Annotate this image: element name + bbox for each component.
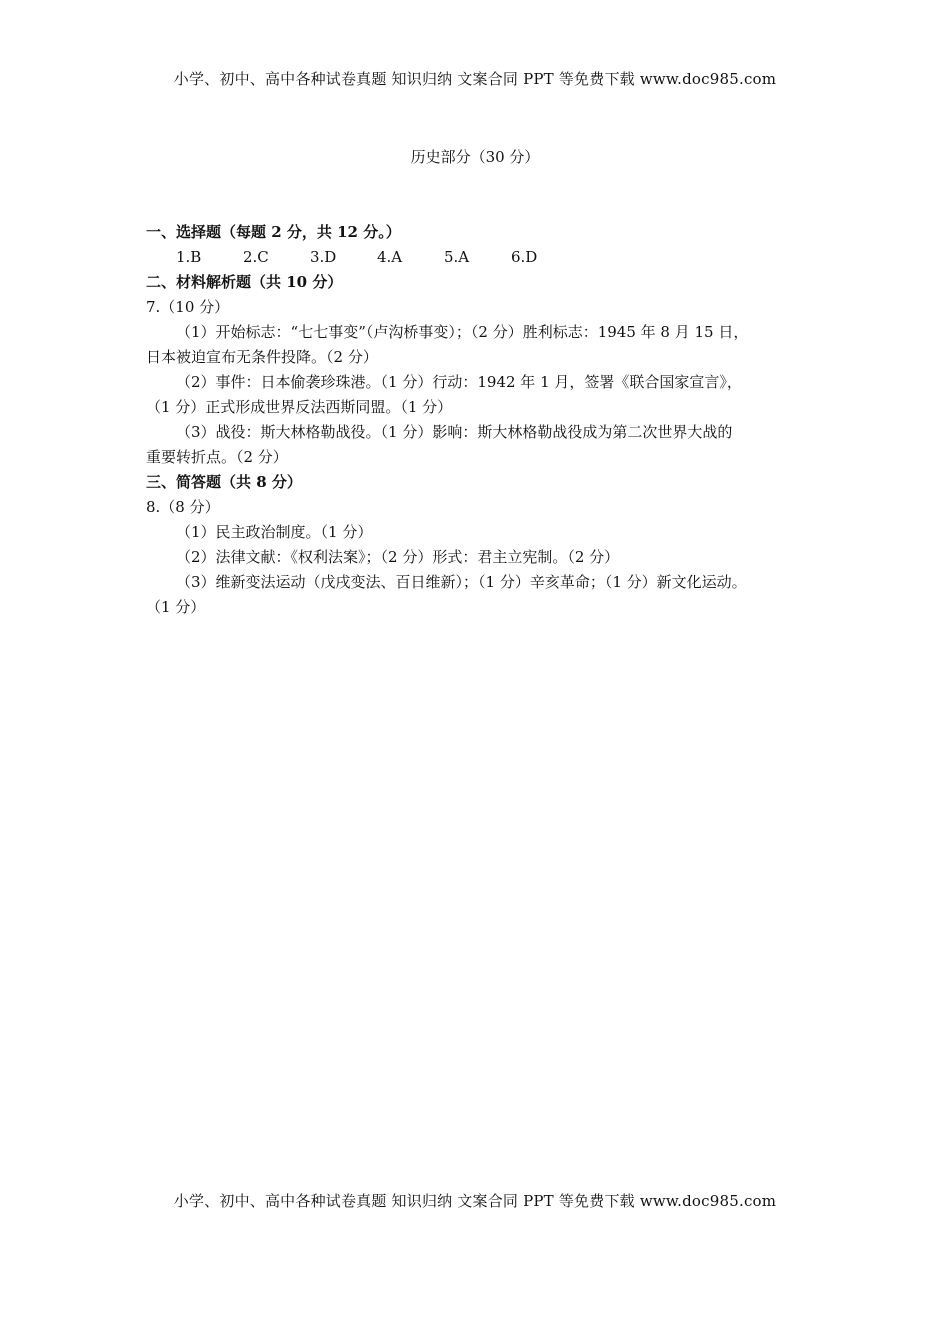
choice-answer: 5.A [444,248,470,266]
q7-part2-line2: （1 分）正式形成世界反法西斯同盟。（1 分） [146,398,453,416]
choice-answers [146,245,826,270]
q7-part3-line1: （3）战役：斯大林格勒战役。（1 分）影响：斯大林格勒战役成为第二次世界大战的 [176,423,733,441]
page-footer: 小学、初中、高中各种试卷真题 知识归纳 文案合同 PPT 等免费下载 www.doc985.com [173,1192,777,1210]
q8-part1: （1）民主政治制度。（1 分） [176,523,373,541]
question-8-label: 8.（8 分） [146,498,220,516]
choice-answer: 6.D [511,248,538,266]
q8-part3-line2: （1 分） [146,598,206,616]
choice-answer: 1.B [176,248,202,266]
section-1-heading: 一、选择题（每题 2 分，共 12 分。） [146,223,401,241]
choice-answer: 2.C [243,248,269,266]
section-2-heading: 二、材料解析题（共 10 分） [146,273,343,291]
q7-part3-line2: 重要转折点。（2 分） [146,448,288,466]
q7-part1-line1: （1）开始标志：“七七事变”（卢沟桥事变）；（2 分）胜利标志：1945 年 8 月 15 日， [176,323,749,341]
page-title: 历史部分（30 分） [410,148,540,166]
answer-content [146,220,826,620]
q7-part1-line2: 日本被迫宣布无条件投降。（2 分） [146,348,378,366]
section-3-heading: 三、简答题（共 8 分） [146,473,302,491]
choice-answer: 4.A [377,248,403,266]
question-7-label: 7.（10 分） [146,298,230,316]
page-header: 小学、初中、高中各种试卷真题 知识归纳 文案合同 PPT 等免费下载 www.doc985.com [173,70,777,88]
choice-answer: 3.D [310,248,337,266]
q7-part2-line1: （2）事件：日本偷袭珍珠港。（1 分）行动：1942 年 1 月，签署《联合国家宣言》， [176,373,742,391]
q8-part2: （2）法律文献：《权利法案》；（2 分）形式：君主立宪制。（2 分） [176,548,620,566]
q8-part3-line1: （3）维新变法运动（戊戌变法、百日维新）；（1 分）辛亥革命；（1 分）新文化运动。 [176,573,747,591]
